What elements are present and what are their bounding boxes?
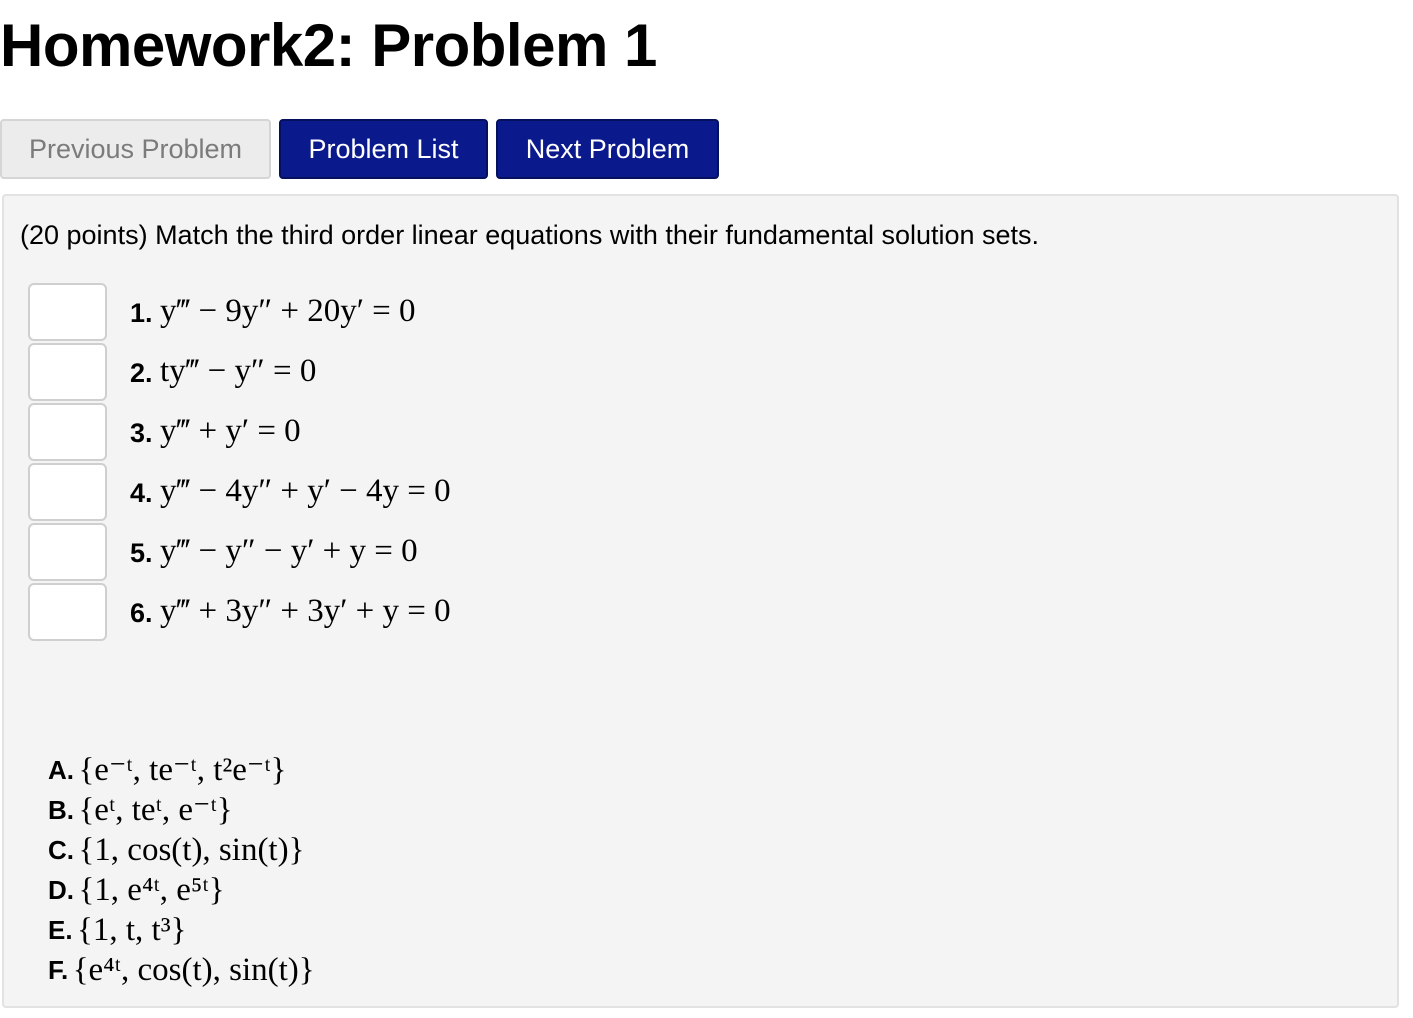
choice-item [48, 870, 225, 910]
choice-letter: B. [48, 795, 74, 825]
problem-panel [2, 194, 1399, 1008]
choice-solution-set: {e⁴ᵗ, cos(t), sin(t)} [72, 952, 315, 988]
choice-letter: D. [48, 875, 74, 905]
choice-solution-set: {1, t, t³} [77, 912, 187, 948]
choice-solution-set: {e⁻ᵗ, te⁻ᵗ, t²e⁻ᵗ} [78, 752, 287, 788]
equation-number: 3. [130, 418, 153, 448]
choice-item [48, 830, 304, 870]
answer-input-2[interactable] [28, 343, 107, 401]
previous-problem-button[interactable]: Previous Problem [0, 119, 271, 179]
answer-input-5[interactable] [28, 523, 107, 581]
choice-letter: A. [48, 755, 74, 785]
answer-input-6[interactable] [28, 583, 107, 641]
equation-expression: y‴ − 4y″ + y′ − 4y = 0 [160, 473, 451, 509]
equation-number: 4. [130, 478, 153, 508]
problem-prompt: (20 points) Match the third order linear equations with their fundamental solution sets. [20, 220, 1040, 250]
equation-expression: ty‴ − y″ = 0 [160, 353, 317, 389]
choice-letter: F. [48, 955, 69, 985]
choice-item [48, 750, 287, 790]
equation-number: 6. [130, 598, 153, 628]
choice-item [48, 790, 233, 830]
choice-solution-set: {1, cos(t), sin(t)} [78, 832, 305, 868]
next-problem-button[interactable]: Next Problem [496, 119, 719, 179]
problem-list-button[interactable]: Problem List [279, 119, 488, 179]
answer-input-1[interactable] [28, 283, 107, 341]
equation-number: 2. [130, 358, 153, 388]
equation-expression: y‴ − y″ − y′ + y = 0 [160, 533, 418, 569]
choice-letter: C. [48, 835, 74, 865]
equation-expression: y‴ + 3y″ + 3y′ + y = 0 [160, 593, 451, 629]
choice-item [48, 910, 186, 950]
equation-expression: y‴ + y′ = 0 [160, 413, 301, 449]
page-title: Homework2: Problem 1 [0, 12, 657, 79]
choice-letter: E. [48, 915, 73, 945]
equation-number: 1. [130, 298, 153, 328]
answer-input-4[interactable] [28, 463, 107, 521]
choice-item [48, 950, 315, 990]
equation-expression: y‴ − 9y″ + 20y′ = 0 [160, 293, 416, 329]
answer-input-3[interactable] [28, 403, 107, 461]
choice-solution-set: {eᵗ, teᵗ, e⁻ᵗ} [78, 792, 233, 828]
equation-number: 5. [130, 538, 153, 568]
choice-solution-set: {1, e⁴ᵗ, e⁵ᵗ} [78, 872, 225, 908]
